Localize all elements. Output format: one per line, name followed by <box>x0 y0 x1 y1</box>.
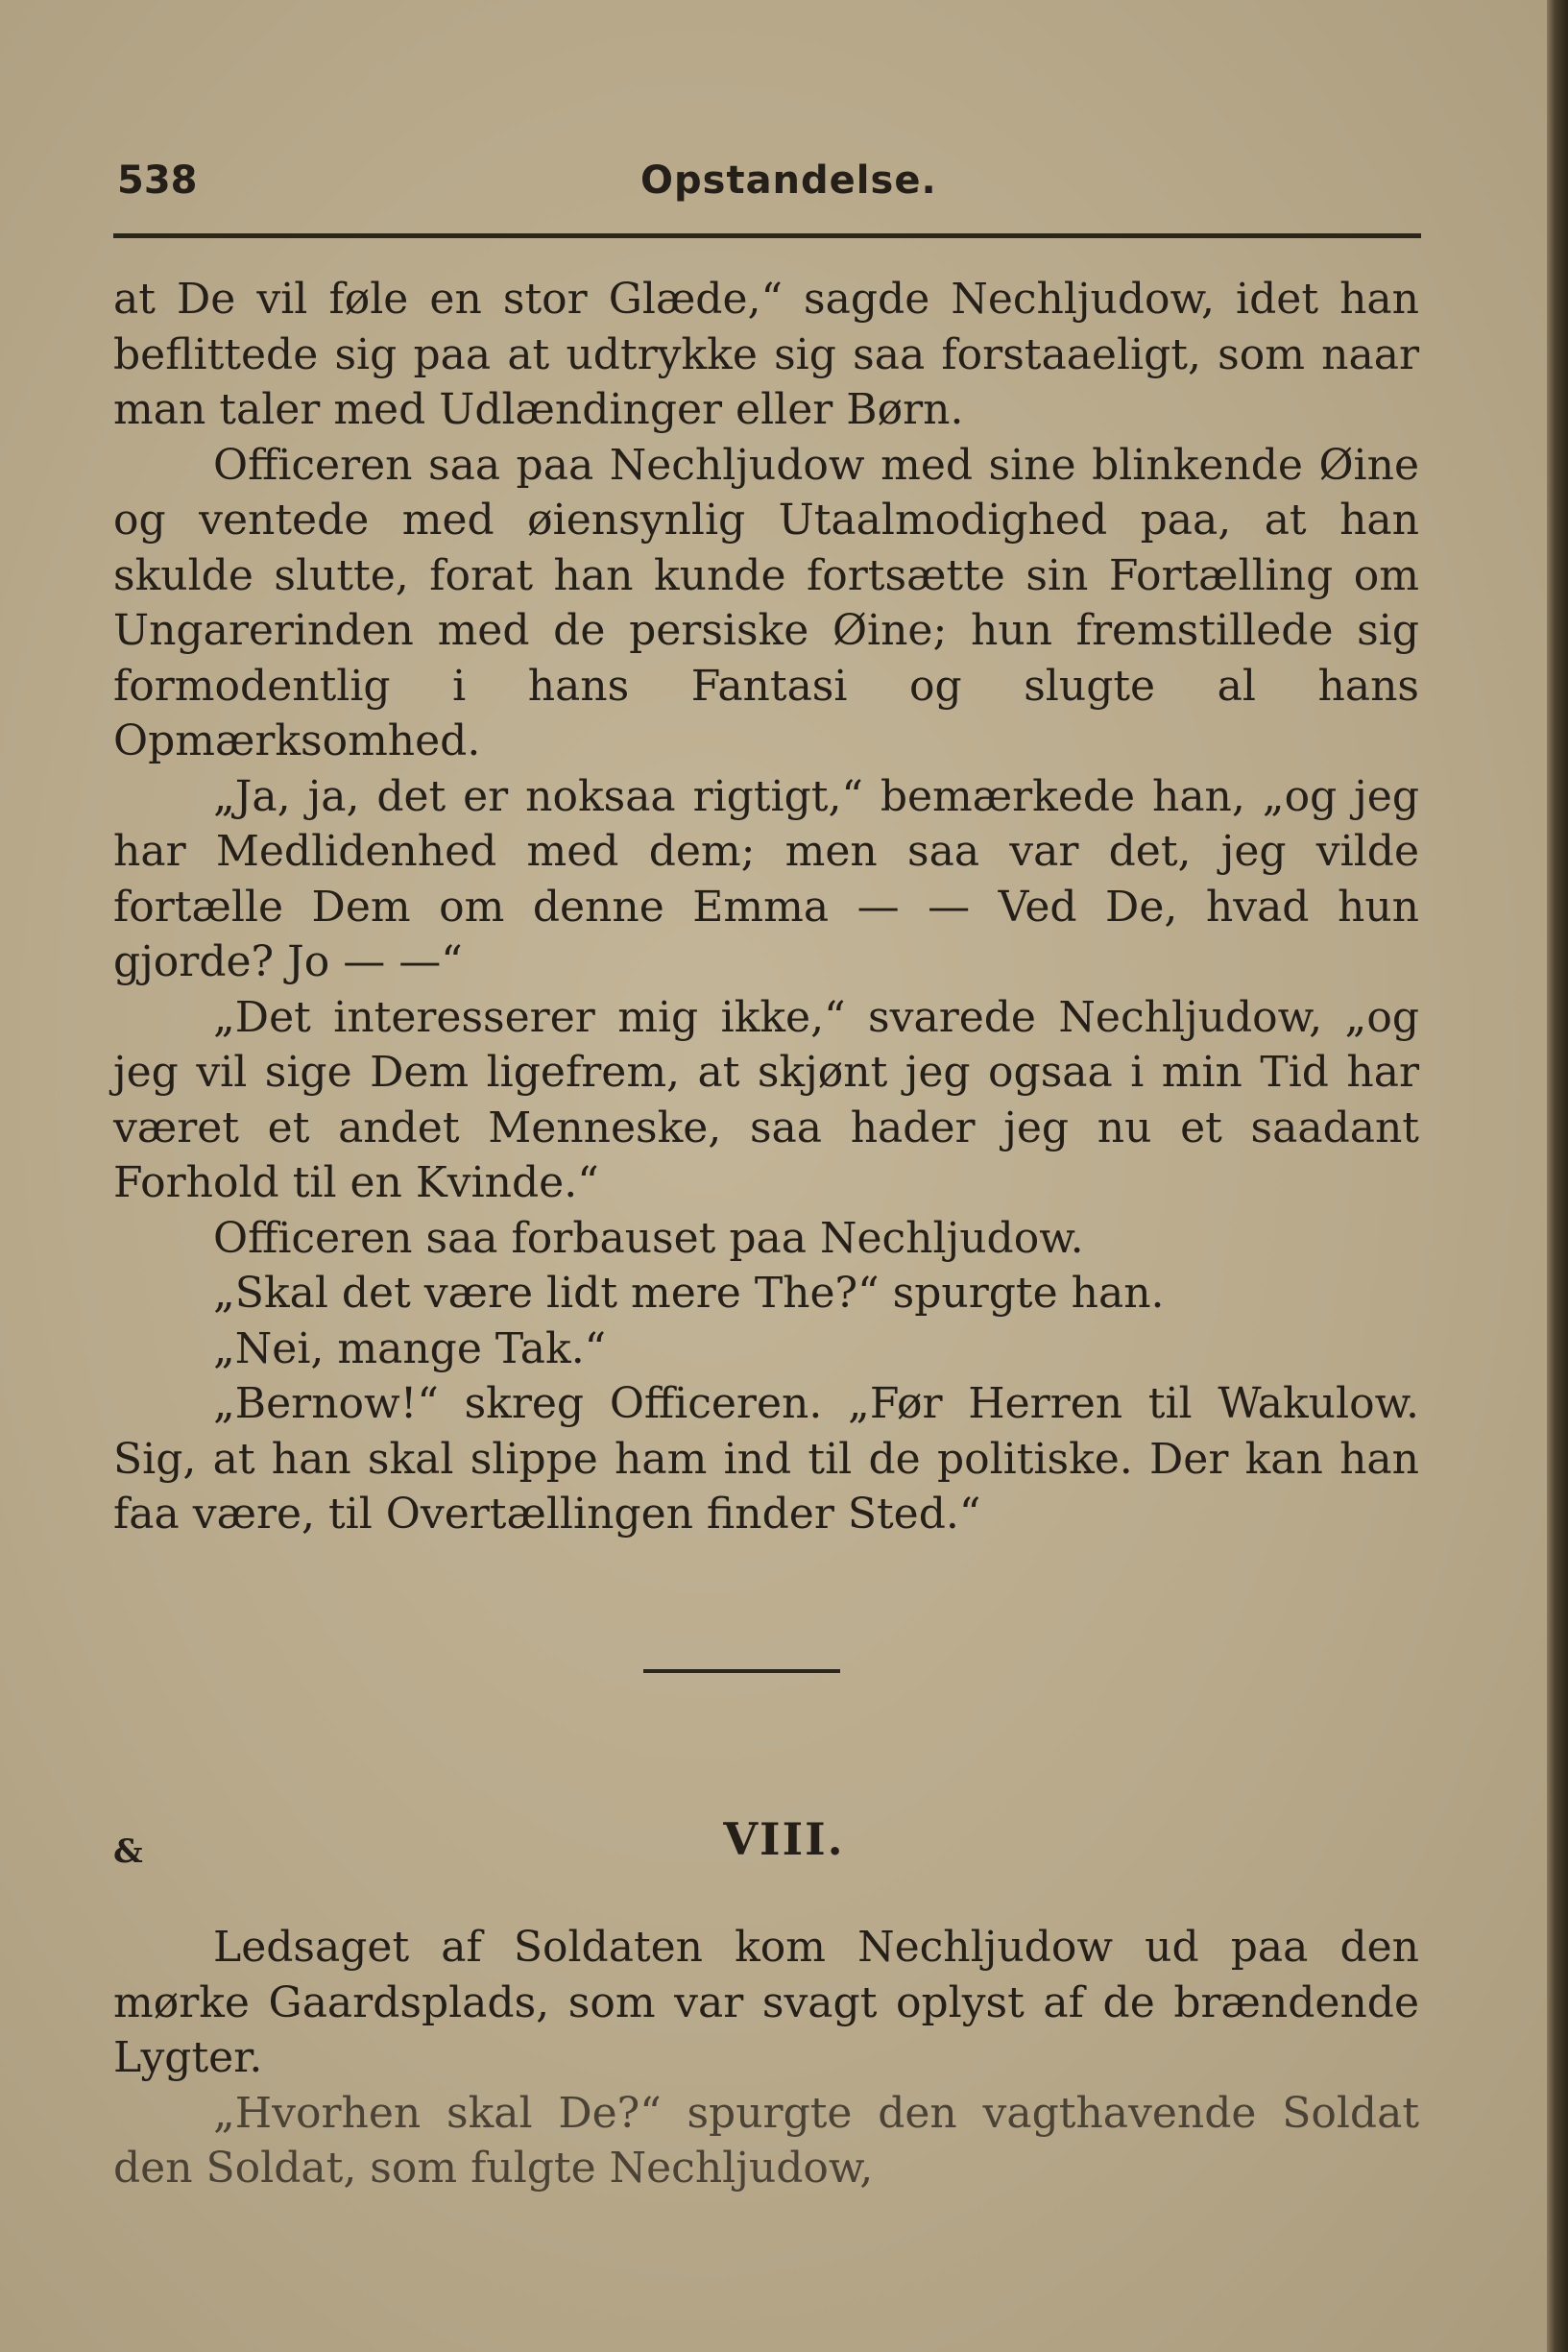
paragraph: Officeren saa forbauset paa Nechljudow. <box>213 1213 1084 1263</box>
body-text-before-chapter <box>113 272 1419 1542</box>
running-header <box>117 158 1423 206</box>
section-divider-rule <box>643 1669 840 1673</box>
paragraph: Officeren saa paa Nechljudow med sine blinkende Øine og ventede med øiensynlig Utaalmodighed paa, at han skulde slutte, forat han kunde fortsætte sin Fortælling om Ungarerinden med de persiske Øine; hun fremstillede sig formodentlig i hans Fantasi og slugte al hans Opmærksomhed. <box>113 440 1419 765</box>
paragraph: Ledsaget af Soldaten kom Nechljudow ud paa den mørke Gaardsplads, som var svagt oplyst af de brændende Lygter. <box>113 1923 1419 2082</box>
paragraph: „Hvorhen skal De?“ spurgte den vagthavende Soldat den Soldat, som fulgte Nechljudow, <box>113 2088 1419 2193</box>
chapter-heading: VIII. <box>723 1813 845 1865</box>
paragraph: „Bernow!“ skreg Officeren. „Før Herren til Wakulow. Sig, at han skal slippe ham ind til de politiske. Der kan han faa være, til Overtællingen finder Sted.“ <box>113 1379 1419 1539</box>
header-rule <box>113 233 1421 238</box>
paragraph: „Nei, mange Tak.“ <box>213 1323 607 1373</box>
paragraph: „Det interesserer mig ikke,“ svarede Nechljudow, „og jeg vil sige Dem ligefrem, at skjønt jeg ogsaa i min Tid har været et andet Menneske, saa hader jeg nu et saadant Forhold til en Kvinde.“ <box>113 992 1419 1207</box>
paragraph: at De vil føle en stor Glæde,“ sagde Nechljudow, idet han beflittede sig paa at udtrykke sig saa forstaaeligt, som naar man taler med Udlændinger eller Børn. <box>113 275 1419 434</box>
paragraph: „Skal det være lidt mere The?“ spurgte han. <box>213 1269 1165 1318</box>
page-number: 538 <box>117 158 198 203</box>
paragraph: „Ja, ja, det er noksaa rigtigt,“ bemærkede han, „og jeg har Medlidenhed med dem; men saa var det, jeg vilde fortælle Dem om denne Emma — — Ved De, hvad hun gjorde? Jo — —“ <box>113 771 1419 986</box>
body-text-chapter-viii <box>113 1920 1419 2196</box>
running-title: Opstandelse. <box>640 158 937 203</box>
book-spine-shadow <box>1547 0 1568 2352</box>
margin-mark: & <box>113 1832 143 1871</box>
